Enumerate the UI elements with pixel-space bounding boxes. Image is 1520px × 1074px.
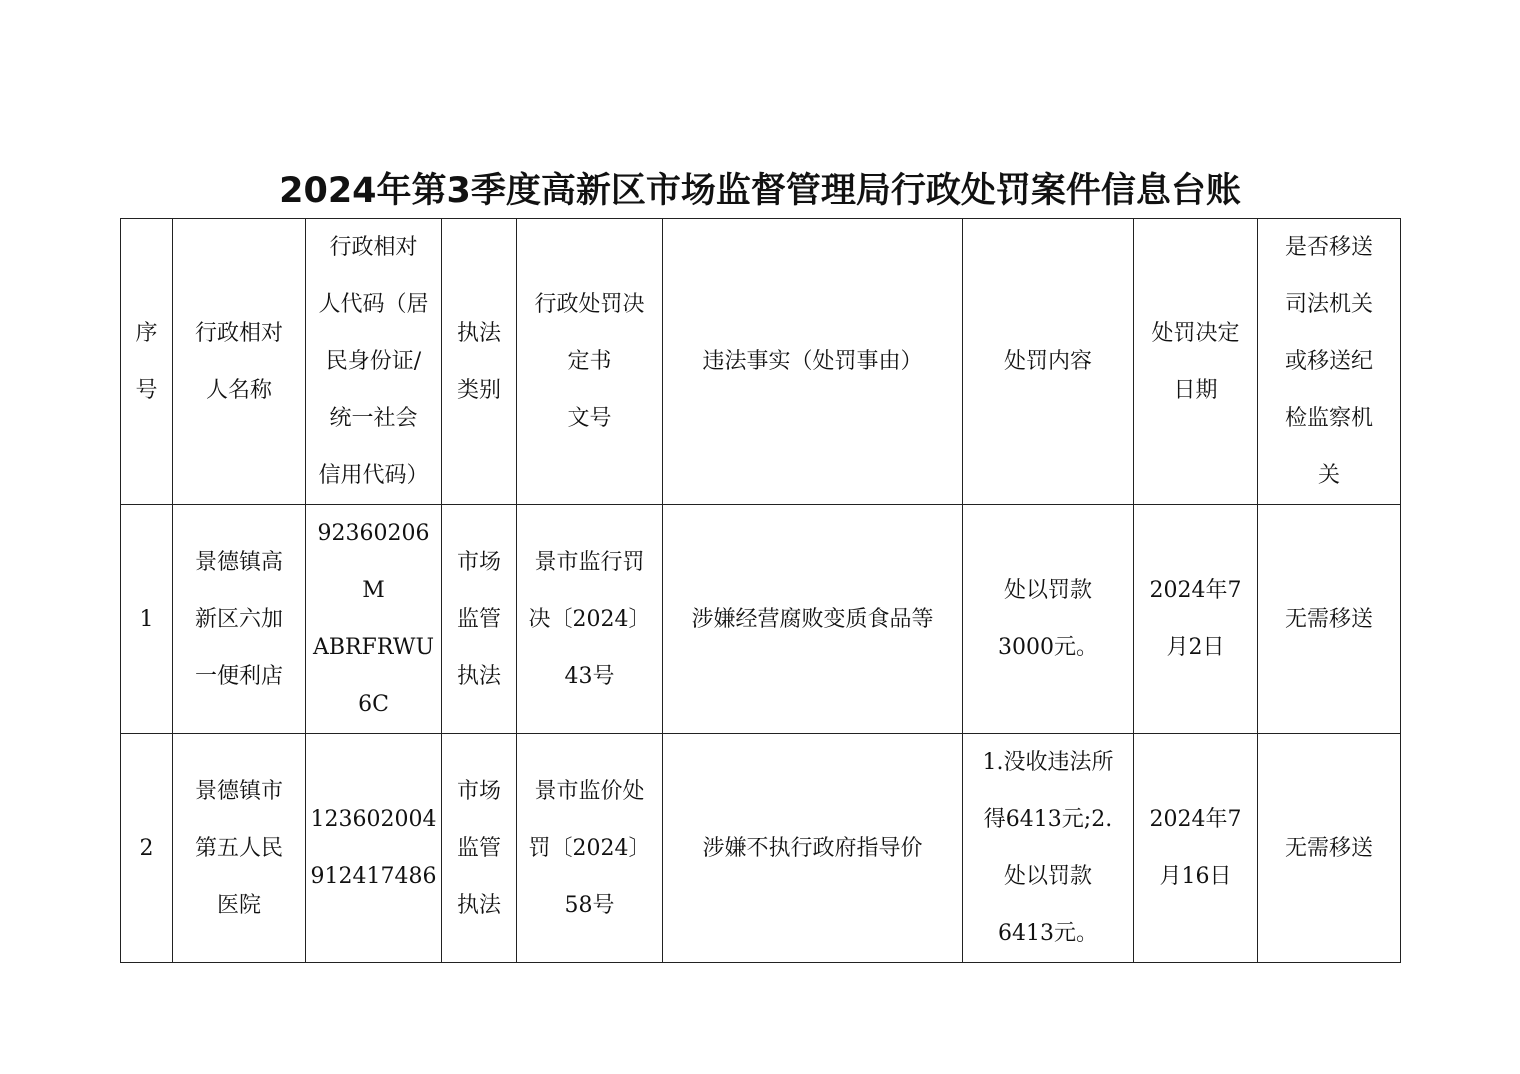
cell-doc-number: 景市监行罚 决〔2024〕 43号 (517, 505, 663, 734)
header-category: 执法 类别 (442, 219, 517, 505)
cell-category: 市场 监管 执法 (442, 734, 517, 963)
cell-party-name: 景德镇市 第五人民 医院 (173, 734, 306, 963)
header-date: 处罚决定 日期 (1134, 219, 1258, 505)
cell-no: 1 (121, 505, 173, 734)
header-doc-number: 行政处罚决 定书 文号 (517, 219, 663, 505)
cell-penalty: 1.没收违法所 得6413元;2. 处以罚款 6413元。 (963, 734, 1134, 963)
cell-facts: 涉嫌经营腐败变质食品等 (663, 505, 963, 734)
cell-party-name: 景德镇高 新区六加 一便利店 (173, 505, 306, 734)
cell-no: 2 (121, 734, 173, 963)
cell-date: 2024年7 月16日 (1134, 734, 1258, 963)
header-facts: 违法事实（处罚事由） (663, 219, 963, 505)
cell-party-code: 123602004 912417486 (306, 734, 442, 963)
penalty-ledger-table (120, 218, 1401, 963)
table-header-row (121, 219, 1401, 505)
header-party-name: 行政相对 人名称 (173, 219, 306, 505)
cell-category: 市场 监管 执法 (442, 505, 517, 734)
cell-date: 2024年7 月2日 (1134, 505, 1258, 734)
header-party-code: 行政相对 人代码（居 民身份证/ 统一社会 信用代码） (306, 219, 442, 505)
cell-transfer: 无需移送 (1258, 505, 1401, 734)
header-penalty: 处罚内容 (963, 219, 1134, 505)
header-no: 序 号 (121, 219, 173, 505)
cell-party-code: 92360206M ABRFRWU6C (306, 505, 442, 734)
table-row (121, 505, 1401, 734)
cell-facts: 涉嫌不执行政府指导价 (663, 734, 963, 963)
cell-doc-number: 景市监价处 罚〔2024〕 58号 (517, 734, 663, 963)
header-transfer: 是否移送 司法机关 或移送纪 检监察机 关 (1258, 219, 1401, 505)
page-title: 2024年第3季度高新区市场监督管理局行政处罚案件信息台账 (279, 171, 1241, 211)
table-row (121, 734, 1401, 963)
cell-transfer: 无需移送 (1258, 734, 1401, 963)
cell-penalty: 处以罚款 3000元。 (963, 505, 1134, 734)
